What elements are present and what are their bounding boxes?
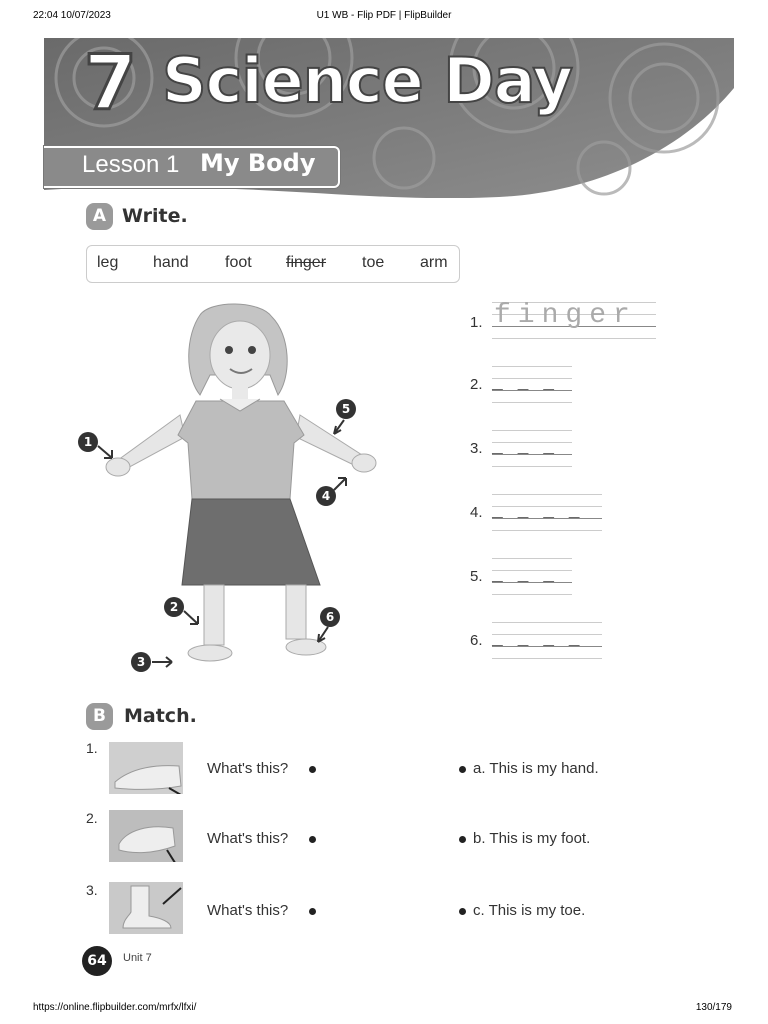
- answer-number: 5.: [470, 568, 483, 585]
- match-answer: a. This is my hand.: [473, 760, 599, 777]
- word-bank-item: foot: [225, 254, 252, 271]
- answer-blank[interactable]: _ _ _ _: [492, 630, 582, 650]
- page-number-badge: 64: [82, 946, 112, 976]
- foot-photo-icon: [109, 882, 183, 934]
- print-timestamp: 22:04 10/07/2023: [33, 10, 111, 21]
- match-question: What's this?: [207, 902, 289, 919]
- match-dot-left[interactable]: [309, 908, 316, 915]
- answer-number: 6.: [470, 632, 483, 649]
- word-bank-item: toe: [362, 254, 385, 271]
- match-dot-right[interactable]: [459, 766, 466, 773]
- answer-number: 2.: [470, 376, 483, 393]
- match-dot-left[interactable]: [309, 766, 316, 773]
- print-footer: [0, 994, 768, 1024]
- match-number: 2.: [86, 810, 98, 826]
- section-b-badge: B: [86, 703, 113, 730]
- answer-row: [470, 364, 670, 404]
- section-a-title: Write.: [122, 205, 188, 227]
- answer-traced: finger: [494, 300, 637, 331]
- lesson-title: My Body: [200, 149, 316, 177]
- toe-photo-icon: [109, 742, 183, 794]
- answer-number: 4.: [470, 504, 483, 521]
- match-dot-right[interactable]: [459, 836, 466, 843]
- match-dot-right[interactable]: [459, 908, 466, 915]
- match-dot-left[interactable]: [309, 836, 316, 843]
- answer-blank[interactable]: _ _ _: [492, 374, 557, 394]
- callout-2: 2: [164, 597, 184, 617]
- answer-row: [470, 300, 670, 340]
- lesson-label: Lesson 1: [82, 151, 180, 178]
- unit-title: Science Day: [162, 44, 573, 117]
- answer-number: 3.: [470, 440, 483, 457]
- callout-3: 3: [131, 652, 151, 672]
- answer-number: 1.: [470, 314, 483, 331]
- callout-5: 5: [336, 399, 356, 419]
- answer-blank[interactable]: _ _ _: [492, 566, 557, 586]
- unit-number: 7: [84, 38, 135, 127]
- answer-row: [470, 620, 670, 660]
- word-bank-item: hand: [153, 254, 189, 271]
- section-a-badge: A: [86, 203, 113, 230]
- match-answer: c. This is my toe.: [473, 902, 586, 919]
- match-question: What's this?: [207, 760, 289, 777]
- word-bank-item: arm: [420, 254, 448, 271]
- answer-row: [470, 556, 670, 596]
- hand-photo-icon: [109, 810, 183, 862]
- unit-label: Unit 7: [123, 952, 152, 964]
- callout-4: 4: [316, 486, 336, 506]
- section-b-title: Match.: [124, 705, 197, 727]
- answer-blank[interactable]: _ _ _ _: [492, 502, 582, 522]
- match-question: What's this?: [207, 830, 289, 847]
- answer-row: [470, 428, 670, 468]
- answer-row: [470, 492, 670, 532]
- answer-blank[interactable]: _ _ _: [492, 438, 557, 458]
- print-page-title: U1 WB - Flip PDF | FlipBuilder: [316, 10, 452, 21]
- print-page-count: 130/179: [695, 1002, 732, 1013]
- match-number: 1.: [86, 740, 98, 756]
- match-answer: b. This is my foot.: [473, 830, 591, 847]
- match-number: 3.: [86, 882, 98, 898]
- word-bank-item: leg: [97, 254, 119, 271]
- word-bank-item-struck: finger: [286, 254, 327, 271]
- callout-1: 1: [78, 432, 98, 452]
- callout-6: 6: [320, 607, 340, 627]
- print-url[interactable]: https://online.flipbuilder.com/mrfx/lfxi/: [33, 1002, 197, 1013]
